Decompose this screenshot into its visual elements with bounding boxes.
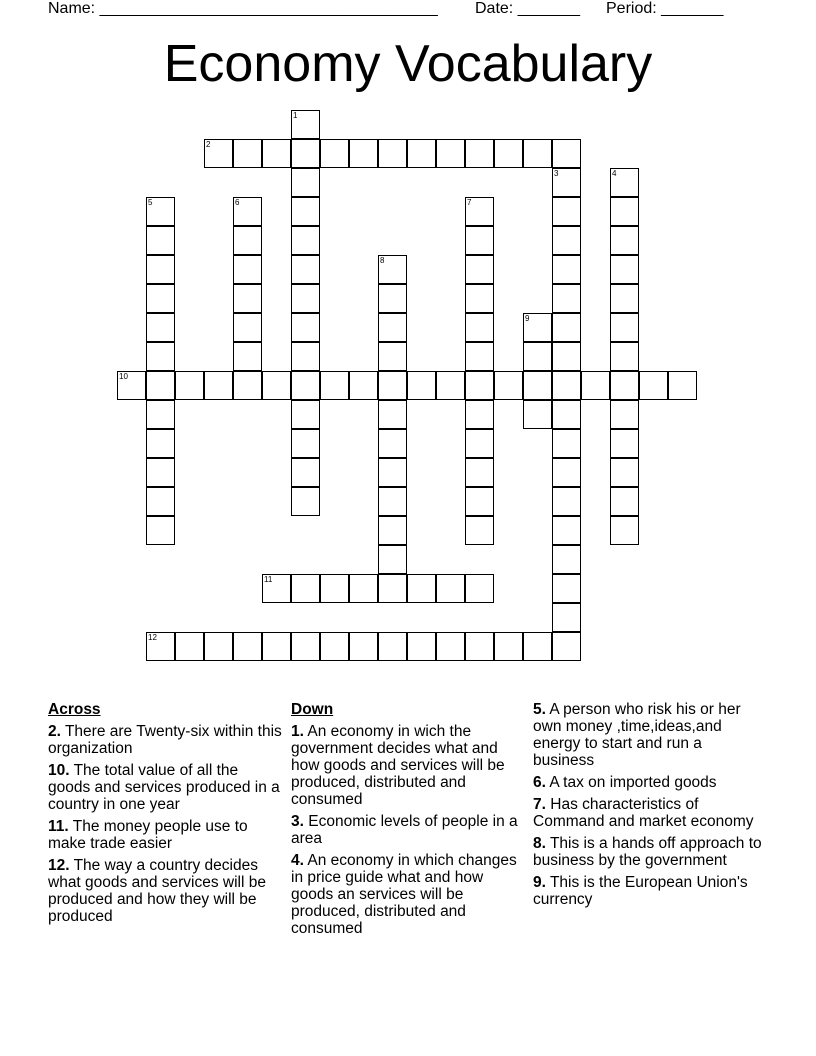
- crossword-cell[interactable]: [233, 371, 262, 400]
- crossword-cell[interactable]: [552, 168, 581, 197]
- crossword-cell[interactable]: [291, 139, 320, 168]
- crossword-cell[interactable]: [204, 139, 233, 168]
- crossword-cell[interactable]: [146, 197, 175, 226]
- crossword-cell[interactable]: [146, 255, 175, 284]
- crossword-cell[interactable]: [465, 226, 494, 255]
- crossword-cell[interactable]: [146, 342, 175, 371]
- clue-down-7: 7. Has characteristics of Command and market economy: [533, 796, 754, 830]
- crossword-cell[interactable]: [146, 313, 175, 342]
- crossword-cell[interactable]: [552, 284, 581, 313]
- date-field[interactable]: Date: _______: [475, 0, 580, 17]
- crossword-cell[interactable]: [552, 313, 581, 342]
- crossword-cell[interactable]: [610, 226, 639, 255]
- crossword-cell[interactable]: [349, 139, 378, 168]
- crossword-cell[interactable]: [146, 458, 175, 487]
- crossword-cell[interactable]: [465, 400, 494, 429]
- crossword-cell[interactable]: [320, 139, 349, 168]
- crossword-cell[interactable]: [291, 574, 320, 603]
- crossword-cell[interactable]: [291, 313, 320, 342]
- crossword-cell[interactable]: [291, 487, 320, 516]
- clue-number: 4: [612, 169, 617, 178]
- crossword-cell[interactable]: [552, 603, 581, 632]
- name-field[interactable]: Name: ______________________________________: [48, 0, 438, 17]
- crossword-cell[interactable]: [523, 400, 552, 429]
- crossword-cell[interactable]: [552, 371, 581, 400]
- crossword-cell[interactable]: [465, 197, 494, 226]
- crossword-cell[interactable]: [494, 371, 523, 400]
- crossword-cell[interactable]: [465, 632, 494, 661]
- crossword-cell[interactable]: [552, 487, 581, 516]
- crossword-cell[interactable]: [378, 371, 407, 400]
- header: [0, 0, 816, 20]
- crossword-cell[interactable]: [465, 371, 494, 400]
- crossword-cell[interactable]: [117, 371, 146, 400]
- crossword-cell[interactable]: [378, 487, 407, 516]
- crossword-cell[interactable]: [610, 516, 639, 545]
- crossword-cell[interactable]: [349, 574, 378, 603]
- crossword-cell[interactable]: [291, 458, 320, 487]
- crossword-cell[interactable]: [610, 197, 639, 226]
- crossword-cell[interactable]: [378, 574, 407, 603]
- crossword-cell[interactable]: [436, 371, 465, 400]
- crossword-cell[interactable]: [291, 371, 320, 400]
- crossword-cell[interactable]: [436, 632, 465, 661]
- down-heading: Down: [291, 701, 334, 718]
- crossword-cell[interactable]: [523, 342, 552, 371]
- clue-down-8: 8. This is a hands off approach to business by the government: [533, 835, 762, 869]
- crossword-cell[interactable]: [552, 400, 581, 429]
- crossword-cell[interactable]: [407, 632, 436, 661]
- crossword-cell[interactable]: [378, 313, 407, 342]
- across-clues: [48, 701, 284, 930]
- crossword-cell[interactable]: [146, 284, 175, 313]
- crossword-cell[interactable]: [610, 168, 639, 197]
- crossword-cell[interactable]: [233, 226, 262, 255]
- crossword-cell[interactable]: [668, 371, 697, 400]
- crossword-cell[interactable]: [378, 632, 407, 661]
- crossword-cell[interactable]: [233, 342, 262, 371]
- crossword-cell[interactable]: [378, 284, 407, 313]
- clue-down-3: 3. Economic levels of people in a area: [291, 813, 518, 847]
- crossword-cell[interactable]: [552, 139, 581, 168]
- crossword-cell[interactable]: [262, 632, 291, 661]
- crossword-cell[interactable]: [465, 255, 494, 284]
- crossword-cell[interactable]: [581, 371, 610, 400]
- crossword-cell[interactable]: [494, 139, 523, 168]
- crossword-cell[interactable]: [378, 429, 407, 458]
- crossword-cell[interactable]: [378, 400, 407, 429]
- crossword-cell[interactable]: [465, 139, 494, 168]
- crossword-cell[interactable]: [639, 371, 668, 400]
- crossword-cell[interactable]: [320, 371, 349, 400]
- crossword-cell[interactable]: [378, 139, 407, 168]
- crossword-cell[interactable]: [349, 632, 378, 661]
- crossword-cell[interactable]: [465, 313, 494, 342]
- crossword-cell[interactable]: [262, 574, 291, 603]
- clue-number: 7: [467, 198, 472, 207]
- crossword-cell[interactable]: [610, 284, 639, 313]
- crossword-cell[interactable]: [291, 226, 320, 255]
- crossword-cell[interactable]: [552, 342, 581, 371]
- clue-number: 11: [264, 575, 273, 584]
- crossword-cell[interactable]: [465, 342, 494, 371]
- crossword-cell[interactable]: [262, 139, 291, 168]
- crossword-cell[interactable]: [349, 371, 378, 400]
- crossword-cell[interactable]: [378, 545, 407, 574]
- clue-number: 8: [380, 256, 385, 265]
- crossword-cell[interactable]: [465, 516, 494, 545]
- crossword-cell[interactable]: [465, 458, 494, 487]
- crossword-cell[interactable]: [610, 458, 639, 487]
- crossword-cell[interactable]: [610, 313, 639, 342]
- crossword-cell[interactable]: [552, 429, 581, 458]
- crossword-cell[interactable]: [146, 226, 175, 255]
- page-title: Economy Vocabulary: [163, 35, 653, 93]
- clue-across-2: 2. There are Twenty-six within this organization: [48, 723, 282, 757]
- clue-down-6: 6. A tax on imported goods: [533, 774, 717, 791]
- clue-across-10: 10. The total value of all the goods and services produced in a country in one year: [48, 762, 280, 813]
- clue-number: 2: [206, 140, 211, 149]
- crossword-cell[interactable]: [233, 255, 262, 284]
- crossword-cell[interactable]: [523, 371, 552, 400]
- clue-number: 3: [554, 169, 559, 178]
- crossword-cell[interactable]: [610, 255, 639, 284]
- crossword-cell[interactable]: [262, 371, 291, 400]
- crossword-cell[interactable]: [320, 632, 349, 661]
- crossword-cell[interactable]: [465, 284, 494, 313]
- crossword-cell[interactable]: [378, 342, 407, 371]
- crossword-cell[interactable]: [291, 429, 320, 458]
- crossword-cell[interactable]: [204, 632, 233, 661]
- crossword-cell[interactable]: [291, 110, 320, 139]
- crossword-cell[interactable]: [291, 284, 320, 313]
- crossword-cell[interactable]: [146, 516, 175, 545]
- period-field[interactable]: Period: _______: [606, 0, 724, 17]
- crossword-cell[interactable]: [494, 632, 523, 661]
- clue-across-11: 11. The money people use to make trade easier: [48, 818, 248, 852]
- clue-number: 1: [293, 111, 298, 120]
- crossword-cell[interactable]: [436, 139, 465, 168]
- crossword-cell[interactable]: [291, 255, 320, 284]
- crossword-cell[interactable]: [407, 574, 436, 603]
- crossword-cell[interactable]: [320, 574, 349, 603]
- crossword-cell[interactable]: [523, 139, 552, 168]
- clue-number: 12: [148, 633, 157, 642]
- crossword-cell[interactable]: [175, 632, 204, 661]
- crossword-cell[interactable]: [523, 313, 552, 342]
- crossword-cell[interactable]: [291, 400, 320, 429]
- crossword-cell[interactable]: [233, 632, 262, 661]
- crossword-cell[interactable]: [407, 139, 436, 168]
- crossword-cell[interactable]: [146, 632, 175, 661]
- crossword-cell[interactable]: [233, 284, 262, 313]
- crossword-cell[interactable]: [610, 342, 639, 371]
- clue-across-12: 12. The way a country decides what goods and services will be produced and how they will be produced: [48, 857, 266, 925]
- crossword-cell[interactable]: [407, 371, 436, 400]
- crossword-cell[interactable]: [291, 168, 320, 197]
- crossword-cell[interactable]: [552, 574, 581, 603]
- crossword-cell[interactable]: [204, 371, 233, 400]
- clue-down-9: 9. This is the European Union's currency: [533, 874, 748, 908]
- clue-number: 6: [235, 198, 240, 207]
- down-clues: [291, 701, 527, 942]
- crossword-cell[interactable]: [552, 197, 581, 226]
- clue-down-1: 1. An economy in wich the government decides what and how goods and services will be produced, distributed and consumed: [291, 723, 505, 808]
- crossword-cell[interactable]: [291, 197, 320, 226]
- crossword-cell[interactable]: [233, 139, 262, 168]
- crossword-cell[interactable]: [175, 371, 204, 400]
- crossword-cell[interactable]: [552, 545, 581, 574]
- down-clues-continued: [533, 701, 765, 913]
- crossword-cell[interactable]: [233, 313, 262, 342]
- crossword-cell[interactable]: [523, 632, 552, 661]
- crossword-cell[interactable]: [436, 574, 465, 603]
- crossword-cell[interactable]: [378, 458, 407, 487]
- crossword-cell[interactable]: [465, 487, 494, 516]
- crossword-cell[interactable]: [610, 429, 639, 458]
- clue-number: 9: [525, 314, 530, 323]
- crossword-cell[interactable]: [552, 226, 581, 255]
- crossword-cell[interactable]: [552, 255, 581, 284]
- crossword-cell[interactable]: [465, 574, 494, 603]
- crossword-cell[interactable]: [233, 197, 262, 226]
- crossword-cell[interactable]: [291, 632, 320, 661]
- crossword-cell[interactable]: [146, 487, 175, 516]
- clue-down-4: 4. An economy in which changes in price guide what and how goods an services will be produced, distributed and consumed: [291, 852, 517, 937]
- across-heading: Across: [48, 701, 101, 718]
- crossword-cell[interactable]: [291, 342, 320, 371]
- crossword-cell[interactable]: [146, 400, 175, 429]
- crossword-cell[interactable]: [378, 255, 407, 284]
- crossword-cell[interactable]: [610, 487, 639, 516]
- clue-number: 5: [148, 198, 153, 207]
- crossword-cell[interactable]: [465, 429, 494, 458]
- crossword-cell[interactable]: [146, 429, 175, 458]
- clue-down-5: 5. A person who risk his or her own money ,time,ideas,and energy to start and run a business: [533, 701, 741, 769]
- clue-number: 10: [119, 372, 128, 381]
- crossword-cell[interactable]: [378, 516, 407, 545]
- crossword-cell[interactable]: [146, 371, 175, 400]
- crossword-cell[interactable]: [610, 371, 639, 400]
- crossword-cell[interactable]: [552, 458, 581, 487]
- crossword-cell[interactable]: [552, 632, 581, 661]
- crossword-cell[interactable]: [552, 516, 581, 545]
- crossword-cell[interactable]: [610, 400, 639, 429]
